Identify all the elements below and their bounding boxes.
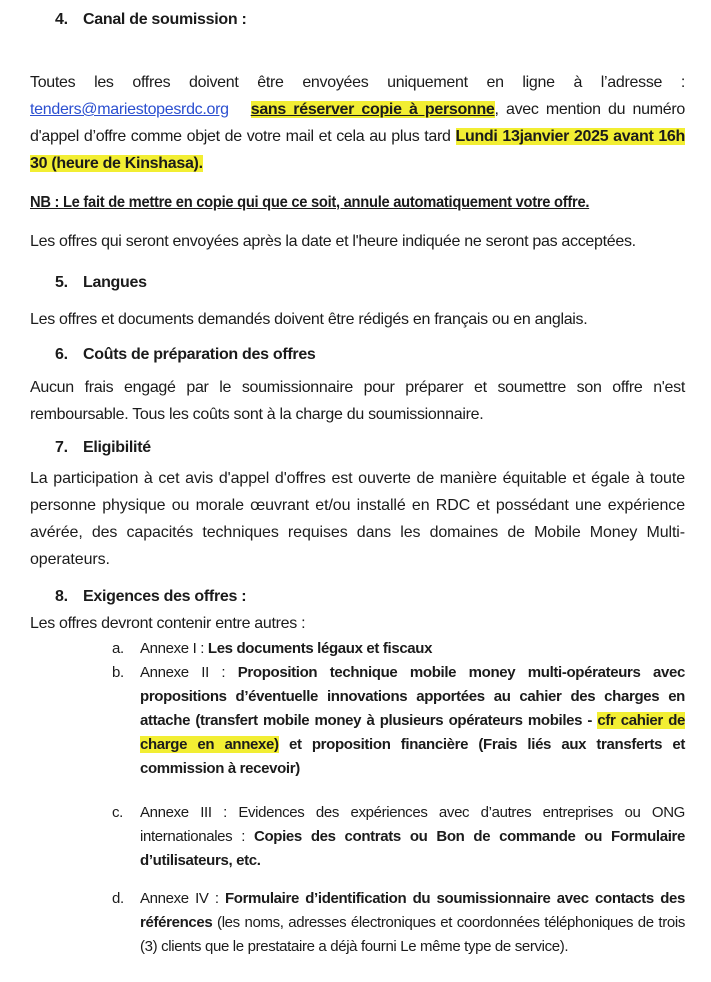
text-run: Annexe I : — [140, 640, 208, 657]
list-marker: c. — [112, 804, 123, 821]
email-link[interactable]: tenders@mariestopesrdc.org — [30, 101, 229, 118]
text-run: Toutes les offres doivent être envoyées uniquement en ligne à l’adresse : — [30, 74, 685, 91]
text-run: Lundi 13janvier 2025 avant 16h 30 (heure de Kinshasa). — [30, 128, 685, 172]
list-item-annexe-2 — [30, 661, 685, 781]
heading-costs — [55, 341, 685, 368]
list-marker: a. — [112, 640, 124, 657]
text-run: et proposition financière (Frais liés aux transferts et commission à recevoir) — [140, 736, 685, 777]
text-run: (les noms, adresses électroniques et coordonnées téléphoniques de trois (3) clients que le prestataire a déjà fourni Le même type de service). — [140, 914, 685, 955]
para-requirements-intro — [30, 610, 685, 637]
para-languages — [30, 306, 685, 333]
document-body — [30, 6, 685, 959]
section-number: 4. — [55, 11, 68, 28]
list-item-annexe-4 — [30, 887, 685, 959]
text-run: Les offres et documents demandés doivent être rédigés en français ou en anglais. — [30, 311, 588, 328]
text-run: Annexe IV : — [140, 890, 225, 907]
text-run: , avec mention du numéro d'appel d’offre comme objet de votre mail et cela au plus tard — [30, 101, 685, 145]
list-item-text — [140, 887, 685, 959]
list-item-annexe-3 — [30, 801, 685, 873]
text-run: La participation à cet avis d'appel d'offres est ouverte de manière équitable et égale à toute personne physique ou morale œuvrant et/ou installé en RDC et possédant une expérience avérée, des capacités techniques requises dans les domaines de Mobile Money Multi-operateurs. — [30, 470, 685, 568]
text-run: Les offres qui seront envoyées après la date et l'heure indiquée ne seront pas acceptées. — [30, 233, 636, 250]
list-item-text — [140, 661, 685, 781]
section-title: Exigences des offres : — [83, 588, 247, 605]
text-run: Les documents légaux et fiscaux — [207, 640, 433, 657]
para-costs — [30, 374, 685, 428]
section-number: 5. — [55, 274, 68, 291]
section-number: 7. — [55, 439, 68, 456]
heading-submission — [55, 6, 685, 33]
section-title: Langues — [83, 274, 147, 291]
text-run: Proposition technique mobile money multi-opérateurs avec propositions d’éventuelle innovations apportées au cahier des charges en attache (transfert mobile money à plusieurs opérateurs mobiles - — [140, 664, 685, 729]
heading-languages — [55, 269, 685, 296]
text-run: sans réserver copie à personne — [250, 101, 495, 118]
list-item-text — [140, 801, 685, 873]
text-run: cfr cahier de charge en annexe) — [140, 712, 685, 753]
text-run: Les offres devront contenir entre autres : — [30, 615, 306, 632]
section-number: 8. — [55, 588, 68, 605]
annex-list — [30, 637, 685, 959]
list-item-text — [140, 637, 685, 661]
para-submission — [30, 69, 685, 177]
list-marker: d. — [112, 890, 124, 907]
para-nb — [30, 189, 633, 216]
section-number: 6. — [55, 346, 68, 363]
text-run — [229, 101, 251, 118]
text-run: Annexe III : Evidences des expériences avec d’autres entreprises ou ONG internationales : — [140, 804, 685, 845]
para-late-offers — [30, 228, 685, 255]
text-run: Copies des contrats ou Bon de commande ou Formulaire d’utilisateurs, etc. — [140, 828, 685, 869]
list-marker: b. — [112, 664, 124, 681]
heading-eligibility — [55, 434, 685, 461]
text-run: Formulaire d’identification du soumissionnaire avec contacts des références — [140, 890, 685, 931]
section-title: Eligibilité — [83, 439, 151, 456]
text-run: NB : Le fait de mettre en copie qui que ce soit, annule automatiquement votre offre. — [30, 194, 590, 211]
section-title: Coûts de préparation des offres — [83, 346, 316, 363]
list-item-annexe-1 — [30, 637, 685, 661]
text-run: Annexe II : — [140, 664, 238, 681]
text-run: Aucun frais engagé par le soumissionnaire pour préparer et soumettre son offre n'est remboursable. Tous les coûts sont à la charge du soumissionnaire. — [30, 379, 685, 423]
section-title: Canal de soumission : — [83, 11, 247, 28]
heading-requirements — [55, 583, 685, 610]
para-eligibility — [30, 465, 685, 573]
